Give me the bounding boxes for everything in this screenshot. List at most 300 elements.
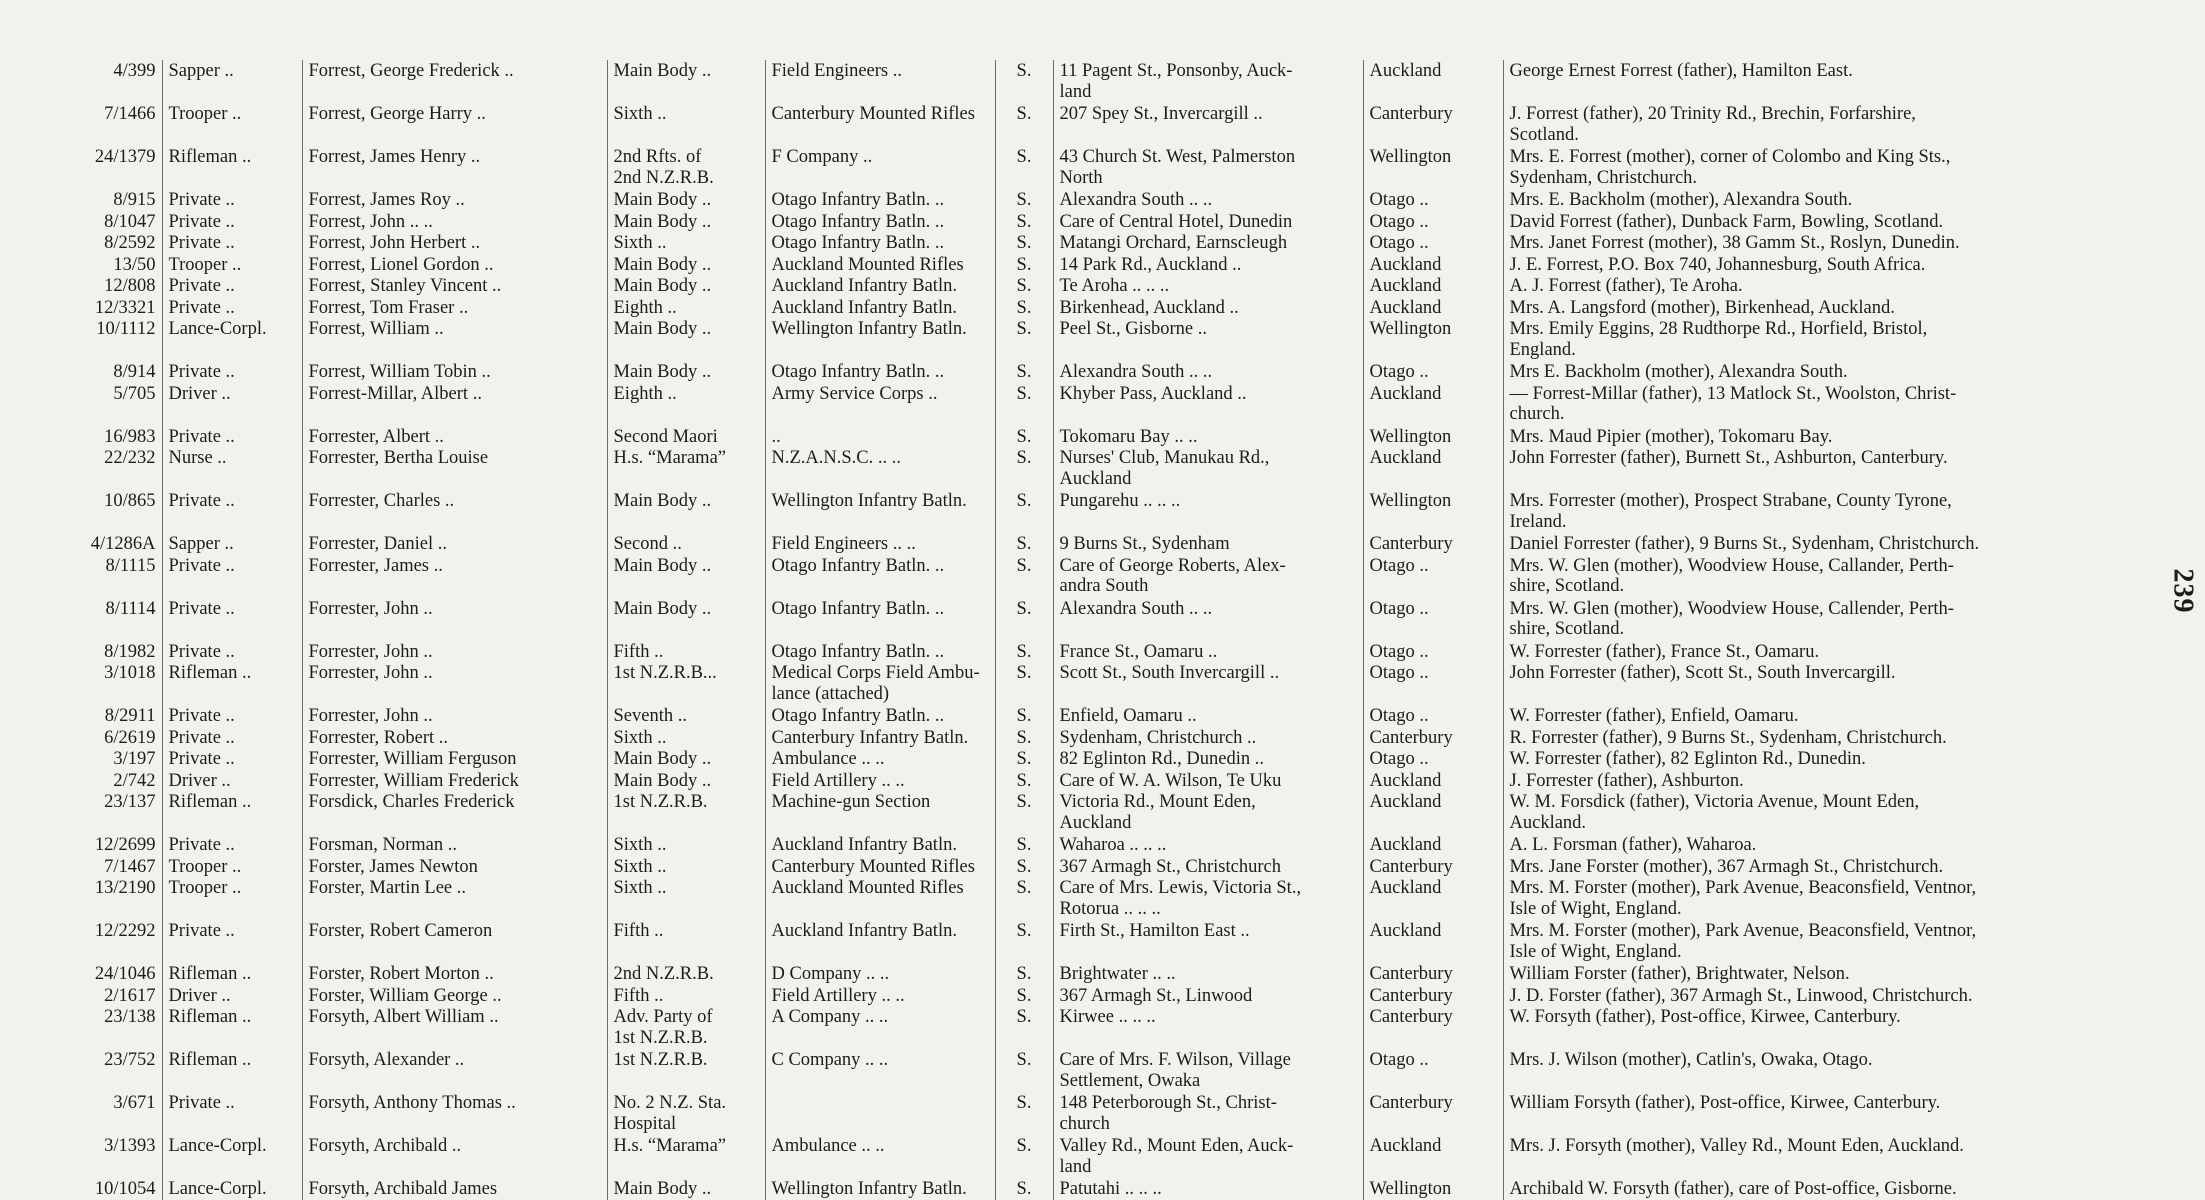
table-row xyxy=(40,770,2150,792)
marital-status: S. xyxy=(995,361,1053,383)
district: Canterbury xyxy=(1363,1092,1503,1135)
draft: Fifth .. xyxy=(607,641,765,663)
draft: Main Body .. xyxy=(607,770,765,792)
last-address: Nurses' Club, Manukau Rd., Auckland xyxy=(1053,447,1363,490)
unit: Wellington Infantry Batln. xyxy=(765,318,995,361)
service-number: 12/3321 xyxy=(94,297,156,318)
next-of-kin: William Forsyth (father), Post-office, Kirwee, Canterbury. xyxy=(1503,1092,2150,1135)
service-number: 3/1393 xyxy=(104,1136,156,1156)
last-address: 43 Church St. West, Palmerston North xyxy=(1053,146,1363,189)
draft: 2nd Rfts. of 2nd N.Z.R.B. xyxy=(607,146,765,189)
next-of-kin: W. Forrester (father), France St., Oamaru. xyxy=(1503,641,2150,663)
district: Wellington xyxy=(1363,146,1503,189)
table-row xyxy=(40,1178,2150,1200)
last-address: Care of George Roberts, Alex- andra South xyxy=(1053,555,1363,598)
last-address: 207 Spey St., Invercargill .. xyxy=(1053,103,1363,146)
district: Auckland xyxy=(1363,770,1503,792)
last-address: 367 Armagh St., Linwood xyxy=(1053,985,1363,1007)
rank: Private .. xyxy=(162,641,302,663)
last-address: Valley Rd., Mount Eden, Auck- land xyxy=(1053,1135,1363,1178)
draft: Sixth .. xyxy=(607,834,765,856)
last-address: 367 Armagh St., Christchurch xyxy=(1053,856,1363,878)
rank: Private .. xyxy=(162,297,302,319)
unit: Field Artillery .. .. xyxy=(765,985,995,1007)
unit xyxy=(765,1092,995,1135)
last-address: 148 Peterborough St., Christ- church xyxy=(1053,1092,1363,1135)
rank: Nurse .. xyxy=(162,447,302,490)
soldier-name: Forrest, George Frederick .. xyxy=(302,60,607,103)
rank: Private .. xyxy=(162,834,302,856)
unit: .. xyxy=(765,426,995,448)
service-number: 10/1112 xyxy=(96,319,156,339)
district: Auckland xyxy=(1363,60,1503,103)
next-of-kin: William Forster (father), Brightwater, Nelson. xyxy=(1503,963,2150,985)
rank: Driver .. xyxy=(162,770,302,792)
unit: Otago Infantry Batln. .. xyxy=(765,705,995,727)
rank: Private .. xyxy=(162,361,302,383)
table-row xyxy=(40,447,2150,490)
last-address: Pungarehu .. .. .. xyxy=(1053,490,1363,533)
last-address: Care of Mrs. F. Wilson, Village Settlement, Owaka xyxy=(1053,1049,1363,1092)
soldier-name: Forster, Martin Lee .. xyxy=(302,877,607,920)
rank: Private .. xyxy=(162,598,302,641)
service-number: 23/137 xyxy=(104,792,156,812)
soldier-name: Forrest, John .. .. xyxy=(302,211,607,233)
service-number: 2/1617 xyxy=(104,985,156,1006)
next-of-kin: A. L. Forsman (father), Waharoa. xyxy=(1503,834,2150,856)
last-address: Sydenham, Christchurch .. xyxy=(1053,727,1363,749)
soldier-name: Forrester, William Ferguson xyxy=(302,748,607,770)
soldier-name: Forster, James Newton xyxy=(302,856,607,878)
last-address: Brightwater .. .. xyxy=(1053,963,1363,985)
next-of-kin: W. M. Forsdick (father), Victoria Avenue, Mount Eden, Auckland. xyxy=(1503,791,2150,834)
draft: Seventh .. xyxy=(607,705,765,727)
table-row xyxy=(40,985,2150,1007)
marital-status: S. xyxy=(995,834,1053,856)
rank: Lance-Corpl. xyxy=(162,318,302,361)
draft: Eighth .. xyxy=(607,383,765,426)
rank: Private .. xyxy=(162,1092,302,1135)
service-number: 2/742 xyxy=(113,770,156,791)
service-number: 8/1115 xyxy=(105,555,156,576)
page-number: 239 xyxy=(2167,568,2199,614)
marital-status: S. xyxy=(995,383,1053,426)
marital-status: S. xyxy=(995,297,1053,319)
service-number: 10/865 xyxy=(104,491,156,511)
unit: Field Engineers .. xyxy=(765,60,995,103)
soldier-name: Forsman, Norman .. xyxy=(302,834,607,856)
table-row xyxy=(40,103,2150,146)
district: Auckland xyxy=(1363,275,1503,297)
soldier-name: Forrest, Stanley Vincent .. xyxy=(302,275,607,297)
soldier-name: Forrester, Daniel .. xyxy=(302,533,607,555)
district: Auckland xyxy=(1363,297,1503,319)
rank: Trooper .. xyxy=(162,254,302,276)
marital-status: S. xyxy=(995,791,1053,834)
table-row xyxy=(40,1006,2150,1049)
district: Otago .. xyxy=(1363,189,1503,211)
rank: Lance-Corpl. xyxy=(162,1178,302,1200)
unit: Ambulance .. .. xyxy=(765,748,995,770)
soldier-name: Forsdick, Charles Frederick xyxy=(302,791,607,834)
marital-status: S. xyxy=(995,1049,1053,1092)
rank: Private .. xyxy=(162,920,302,963)
table-row xyxy=(40,791,2150,834)
next-of-kin: Mrs. W. Glen (mother), Woodview House, Callender, Perth- shire, Scotland. xyxy=(1503,598,2150,641)
district: Otago .. xyxy=(1363,361,1503,383)
draft: H.s. “Marama” xyxy=(607,447,765,490)
service-number: 8/1047 xyxy=(104,211,156,232)
unit: Otago Infantry Batln. .. xyxy=(765,555,995,598)
marital-status: S. xyxy=(995,727,1053,749)
district: Otago .. xyxy=(1363,211,1503,233)
table-row xyxy=(40,598,2150,641)
last-address: Alexandra South .. .. xyxy=(1053,598,1363,641)
next-of-kin: Mrs. J. Wilson (mother), Catlin's, Owaka, Otago. xyxy=(1503,1049,2150,1092)
unit: F Company .. xyxy=(765,146,995,189)
soldier-name: Forrester, James .. xyxy=(302,555,607,598)
draft: 1st N.Z.R.B. xyxy=(607,1049,765,1092)
last-address: Scott St., South Invercargill .. xyxy=(1053,662,1363,705)
unit: Otago Infantry Batln. .. xyxy=(765,211,995,233)
unit: Machine-gun Section xyxy=(765,791,995,834)
unit: Otago Infantry Batln. .. xyxy=(765,189,995,211)
last-address: Kirwee .. .. .. xyxy=(1053,1006,1363,1049)
district: Canterbury xyxy=(1363,856,1503,878)
next-of-kin: Mrs. M. Forster (mother), Park Avenue, Beaconsfield, Ventnor, Isle of Wight, England. xyxy=(1503,920,2150,963)
unit: Wellington Infantry Batln. xyxy=(765,1178,995,1200)
next-of-kin: John Forrester (father), Burnett St., Ashburton, Canterbury. xyxy=(1503,447,2150,490)
marital-status: S. xyxy=(995,103,1053,146)
rank: Rifleman .. xyxy=(162,146,302,189)
next-of-kin: George Ernest Forrest (father), Hamilton East. xyxy=(1503,60,2150,103)
last-address: 9 Burns St., Sydenham xyxy=(1053,533,1363,555)
unit: Auckland Mounted Rifles xyxy=(765,254,995,276)
rank: Private .. xyxy=(162,555,302,598)
last-address: Alexandra South .. .. xyxy=(1053,361,1363,383)
soldier-name: Forster, Robert Morton .. xyxy=(302,963,607,985)
unit: Otago Infantry Batln. .. xyxy=(765,232,995,254)
unit: Auckland Infantry Batln. xyxy=(765,297,995,319)
district: Auckland xyxy=(1363,791,1503,834)
soldier-name: Forrest, William .. xyxy=(302,318,607,361)
next-of-kin: Mrs. Jane Forster (mother), 367 Armagh St., Christchurch. xyxy=(1503,856,2150,878)
unit: Otago Infantry Batln. .. xyxy=(765,361,995,383)
last-address: Care of Central Hotel, Dunedin xyxy=(1053,211,1363,233)
district: Wellington xyxy=(1363,426,1503,448)
unit: Ambulance .. .. xyxy=(765,1135,995,1178)
service-number: 13/50 xyxy=(113,254,156,275)
rank: Rifleman .. xyxy=(162,791,302,834)
rank: Private .. xyxy=(162,232,302,254)
draft: Second .. xyxy=(607,533,765,555)
rank: Rifleman .. xyxy=(162,963,302,985)
service-number: 8/1982 xyxy=(104,641,156,662)
soldier-name: Forrest, William Tobin .. xyxy=(302,361,607,383)
draft: 1st N.Z.R.B. xyxy=(607,791,765,834)
next-of-kin: A. J. Forrest (father), Te Aroha. xyxy=(1503,275,2150,297)
draft: 1st N.Z.R.B... xyxy=(607,662,765,705)
district: Auckland xyxy=(1363,1135,1503,1178)
draft: Main Body .. xyxy=(607,211,765,233)
table-row xyxy=(40,1135,2150,1178)
table-row xyxy=(40,426,2150,448)
unit: C Company .. .. xyxy=(765,1049,995,1092)
district: Otago .. xyxy=(1363,598,1503,641)
table-row xyxy=(40,361,2150,383)
draft: No. 2 N.Z. Sta. Hospital xyxy=(607,1092,765,1135)
district: Canterbury xyxy=(1363,533,1503,555)
next-of-kin: Mrs. M. Forster (mother), Park Avenue, Beaconsfield, Ventnor, Isle of Wight, England. xyxy=(1503,877,2150,920)
next-of-kin: Mrs. W. Glen (mother), Woodview House, Callander, Perth- shire, Scotland. xyxy=(1503,555,2150,598)
marital-status: S. xyxy=(995,920,1053,963)
marital-status: S. xyxy=(995,1178,1053,1200)
unit: Otago Infantry Batln. .. xyxy=(765,598,995,641)
soldier-name: Forrester, Charles .. xyxy=(302,490,607,533)
last-address: 14 Park Rd., Auckland .. xyxy=(1053,254,1363,276)
table-row xyxy=(40,555,2150,598)
unit: A Company .. .. xyxy=(765,1006,995,1049)
service-number: 8/2592 xyxy=(104,233,156,253)
district: Auckland xyxy=(1363,254,1503,276)
district: Canterbury xyxy=(1363,727,1503,749)
rank: Sapper .. xyxy=(162,533,302,555)
table-row xyxy=(40,211,2150,233)
service-number: 23/752 xyxy=(104,1050,156,1070)
next-of-kin: Mrs. Janet Forrest (mother), 38 Gamm St., Roslyn, Dunedin. xyxy=(1503,232,2150,254)
next-of-kin: — Forrest-Millar (father), 13 Matlock St., Woolston, Christ- church. xyxy=(1503,383,2150,426)
rank: Rifleman .. xyxy=(162,662,302,705)
table-row xyxy=(40,383,2150,426)
marital-status: S. xyxy=(995,490,1053,533)
rank: Private .. xyxy=(162,490,302,533)
last-address: Birkenhead, Auckland .. xyxy=(1053,297,1363,319)
service-number: 8/915 xyxy=(113,190,156,210)
draft: Sixth .. xyxy=(607,877,765,920)
soldier-name: Forrester, John .. xyxy=(302,641,607,663)
last-address: Enfield, Oamaru .. xyxy=(1053,705,1363,727)
unit: Auckland Infantry Batln. xyxy=(765,834,995,856)
nominal-roll-table xyxy=(40,60,2150,1200)
draft: Main Body .. xyxy=(607,60,765,103)
next-of-kin: J. D. Forster (father), 367 Armagh St., Linwood, Christchurch. xyxy=(1503,985,2150,1007)
last-address: Peel St., Gisborne .. xyxy=(1053,318,1363,361)
next-of-kin: Mrs. Maud Pipier (mother), Tokomaru Bay. xyxy=(1503,426,2150,448)
next-of-kin: Archibald W. Forsyth (father), care of Post-office, Gisborne. xyxy=(1503,1178,2150,1200)
next-of-kin: R. Forrester (father), 9 Burns St., Sydenham, Christchurch. xyxy=(1503,727,2150,749)
service-number: 7/1467 xyxy=(104,856,156,877)
marital-status: S. xyxy=(995,254,1053,276)
next-of-kin: J. Forrester (father), Ashburton. xyxy=(1503,770,2150,792)
last-address: Victoria Rd., Mount Eden, Auckland xyxy=(1053,791,1363,834)
draft: Sixth .. xyxy=(607,856,765,878)
unit: Canterbury Mounted Rifles xyxy=(765,103,995,146)
last-address: 11 Pagent St., Ponsonby, Auck- land xyxy=(1053,60,1363,103)
soldier-name: Forrester, John .. xyxy=(302,598,607,641)
district: Canterbury xyxy=(1363,985,1503,1007)
soldier-name: Forrest, John Herbert .. xyxy=(302,232,607,254)
service-number: 4/1286A xyxy=(90,534,156,554)
service-number: 12/808 xyxy=(104,276,156,296)
next-of-kin: J. E. Forrest, P.O. Box 740, Johannesburg, South Africa. xyxy=(1503,254,2150,276)
district: Wellington xyxy=(1363,490,1503,533)
last-address: Matangi Orchard, Earnscleugh xyxy=(1053,232,1363,254)
marital-status: S. xyxy=(995,877,1053,920)
table-row xyxy=(40,275,2150,297)
draft: Main Body .. xyxy=(607,555,765,598)
next-of-kin: W. Forrester (father), Enfield, Oamaru. xyxy=(1503,705,2150,727)
service-number: 8/2911 xyxy=(104,706,156,726)
unit: N.Z.A.N.S.C. .. .. xyxy=(765,447,995,490)
marital-status: S. xyxy=(995,1135,1053,1178)
soldier-name: Forrester, John .. xyxy=(302,662,607,705)
draft: Eighth .. xyxy=(607,297,765,319)
marital-status: S. xyxy=(995,275,1053,297)
table-row xyxy=(40,963,2150,985)
marital-status: S. xyxy=(995,189,1053,211)
draft: Main Body .. xyxy=(607,748,765,770)
marital-status: S. xyxy=(995,963,1053,985)
soldier-name: Forsyth, Anthony Thomas .. xyxy=(302,1092,607,1135)
marital-status: S. xyxy=(995,662,1053,705)
service-number: 8/914 xyxy=(113,362,156,382)
district: Canterbury xyxy=(1363,1006,1503,1049)
next-of-kin: Daniel Forrester (father), 9 Burns St., Sydenham, Christchurch. xyxy=(1503,533,2150,555)
marital-status: S. xyxy=(995,770,1053,792)
draft: Fifth .. xyxy=(607,985,765,1007)
rank: Trooper .. xyxy=(162,877,302,920)
rank: Private .. xyxy=(162,705,302,727)
table-row xyxy=(40,533,2150,555)
next-of-kin: David Forrest (father), Dunback Farm, Bowling, Scotland. xyxy=(1503,211,2150,233)
unit: Otago Infantry Batln. .. xyxy=(765,641,995,663)
marital-status: S. xyxy=(995,856,1053,878)
next-of-kin: Mrs. A. Langsford (mother), Birkenhead, Auckland. xyxy=(1503,297,2150,319)
table-row xyxy=(40,1049,2150,1092)
district: Otago .. xyxy=(1363,1049,1503,1092)
soldier-name: Forster, Robert Cameron xyxy=(302,920,607,963)
marital-status: S. xyxy=(995,641,1053,663)
district: Otago .. xyxy=(1363,555,1503,598)
marital-status: S. xyxy=(995,211,1053,233)
marital-status: S. xyxy=(995,598,1053,641)
service-number: 16/983 xyxy=(104,426,156,447)
unit: Field Engineers .. .. xyxy=(765,533,995,555)
district: Wellington xyxy=(1363,318,1503,361)
rank: Sapper .. xyxy=(162,60,302,103)
service-number: 6/2619 xyxy=(104,727,156,748)
table-row xyxy=(40,920,2150,963)
table-row xyxy=(40,232,2150,254)
table-row xyxy=(40,856,2150,878)
rank: Driver .. xyxy=(162,383,302,426)
soldier-name: Forrest, George Harry .. xyxy=(302,103,607,146)
next-of-kin: Mrs. Emily Eggins, 28 Rudthorpe Rd., Horfield, Bristol, England. xyxy=(1503,318,2150,361)
last-address: Waharoa .. .. .. xyxy=(1053,834,1363,856)
rank: Private .. xyxy=(162,275,302,297)
draft: Adv. Party of 1st N.Z.R.B. xyxy=(607,1006,765,1049)
marital-status: S. xyxy=(995,1092,1053,1135)
last-address: Patutahi .. .. .. xyxy=(1053,1178,1363,1200)
service-number: 5/705 xyxy=(113,383,156,404)
table-row xyxy=(40,318,2150,361)
service-number: 7/1466 xyxy=(104,104,156,124)
last-address: Khyber Pass, Auckland .. xyxy=(1053,383,1363,426)
table-row xyxy=(40,490,2150,533)
unit: Auckland Infantry Batln. xyxy=(765,920,995,963)
service-number: 4/399 xyxy=(113,61,156,81)
soldier-name: Forrest, James Roy .. xyxy=(302,189,607,211)
service-number: 13/2190 xyxy=(94,878,156,898)
table-row xyxy=(40,297,2150,319)
last-address: Care of Mrs. Lewis, Victoria St., Rotorua .. .. .. xyxy=(1053,877,1363,920)
marital-status: S. xyxy=(995,447,1053,490)
last-address: Tokomaru Bay .. .. xyxy=(1053,426,1363,448)
roll-body xyxy=(40,60,2150,1200)
rank: Private .. xyxy=(162,211,302,233)
marital-status: S. xyxy=(995,318,1053,361)
rank: Private .. xyxy=(162,748,302,770)
marital-status: S. xyxy=(995,1006,1053,1049)
next-of-kin: W. Forrester (father), 82 Eglinton Rd., Dunedin. xyxy=(1503,748,2150,770)
rank: Private .. xyxy=(162,189,302,211)
marital-status: S. xyxy=(995,426,1053,448)
unit: Army Service Corps .. xyxy=(765,383,995,426)
soldier-name: Forster, William George .. xyxy=(302,985,607,1007)
draft: 2nd N.Z.R.B. xyxy=(607,963,765,985)
draft: Second Maori xyxy=(607,426,765,448)
service-number: 8/1114 xyxy=(105,598,156,619)
district: Canterbury xyxy=(1363,103,1503,146)
service-number: 23/138 xyxy=(104,1007,156,1027)
service-number: 10/1054 xyxy=(94,1179,156,1199)
draft: H.s. “Marama” xyxy=(607,1135,765,1178)
district: Auckland xyxy=(1363,834,1503,856)
service-number: 3/671 xyxy=(113,1093,156,1113)
marital-status: S. xyxy=(995,985,1053,1007)
table-row xyxy=(40,748,2150,770)
district: Otago .. xyxy=(1363,662,1503,705)
district: Canterbury xyxy=(1363,963,1503,985)
draft: Main Body .. xyxy=(607,361,765,383)
draft: Sixth .. xyxy=(607,103,765,146)
next-of-kin: Mrs. E. Forrest (mother), corner of Colombo and King Sts., Sydenham, Christchurch. xyxy=(1503,146,2150,189)
district: Wellington xyxy=(1363,1178,1503,1200)
service-number: 12/2292 xyxy=(94,921,156,941)
service-number: 22/232 xyxy=(104,448,156,468)
next-of-kin: Mrs. J. Forsyth (mother), Valley Rd., Mount Eden, Auckland. xyxy=(1503,1135,2150,1178)
unit: Medical Corps Field Ambu- lance (attached) xyxy=(765,662,995,705)
draft: Main Body .. xyxy=(607,275,765,297)
soldier-name: Forrest, James Henry .. xyxy=(302,146,607,189)
last-address: Firth St., Hamilton East .. xyxy=(1053,920,1363,963)
table-row xyxy=(40,189,2150,211)
rank: Trooper .. xyxy=(162,856,302,878)
rank: Trooper .. xyxy=(162,103,302,146)
draft: Main Body .. xyxy=(607,490,765,533)
last-address: France St., Oamaru .. xyxy=(1053,641,1363,663)
next-of-kin: Mrs. E. Backholm (mother), Alexandra South. xyxy=(1503,189,2150,211)
marital-status: S. xyxy=(995,533,1053,555)
unit: Canterbury Mounted Rifles xyxy=(765,856,995,878)
last-address: Care of W. A. Wilson, Te Uku xyxy=(1053,770,1363,792)
last-address: 82 Eglinton Rd., Dunedin .. xyxy=(1053,748,1363,770)
district: Otago .. xyxy=(1363,705,1503,727)
draft: Main Body .. xyxy=(607,598,765,641)
next-of-kin: Mrs E. Backholm (mother), Alexandra South. xyxy=(1503,361,2150,383)
soldier-name: Forsyth, Albert William .. xyxy=(302,1006,607,1049)
district: Auckland xyxy=(1363,447,1503,490)
